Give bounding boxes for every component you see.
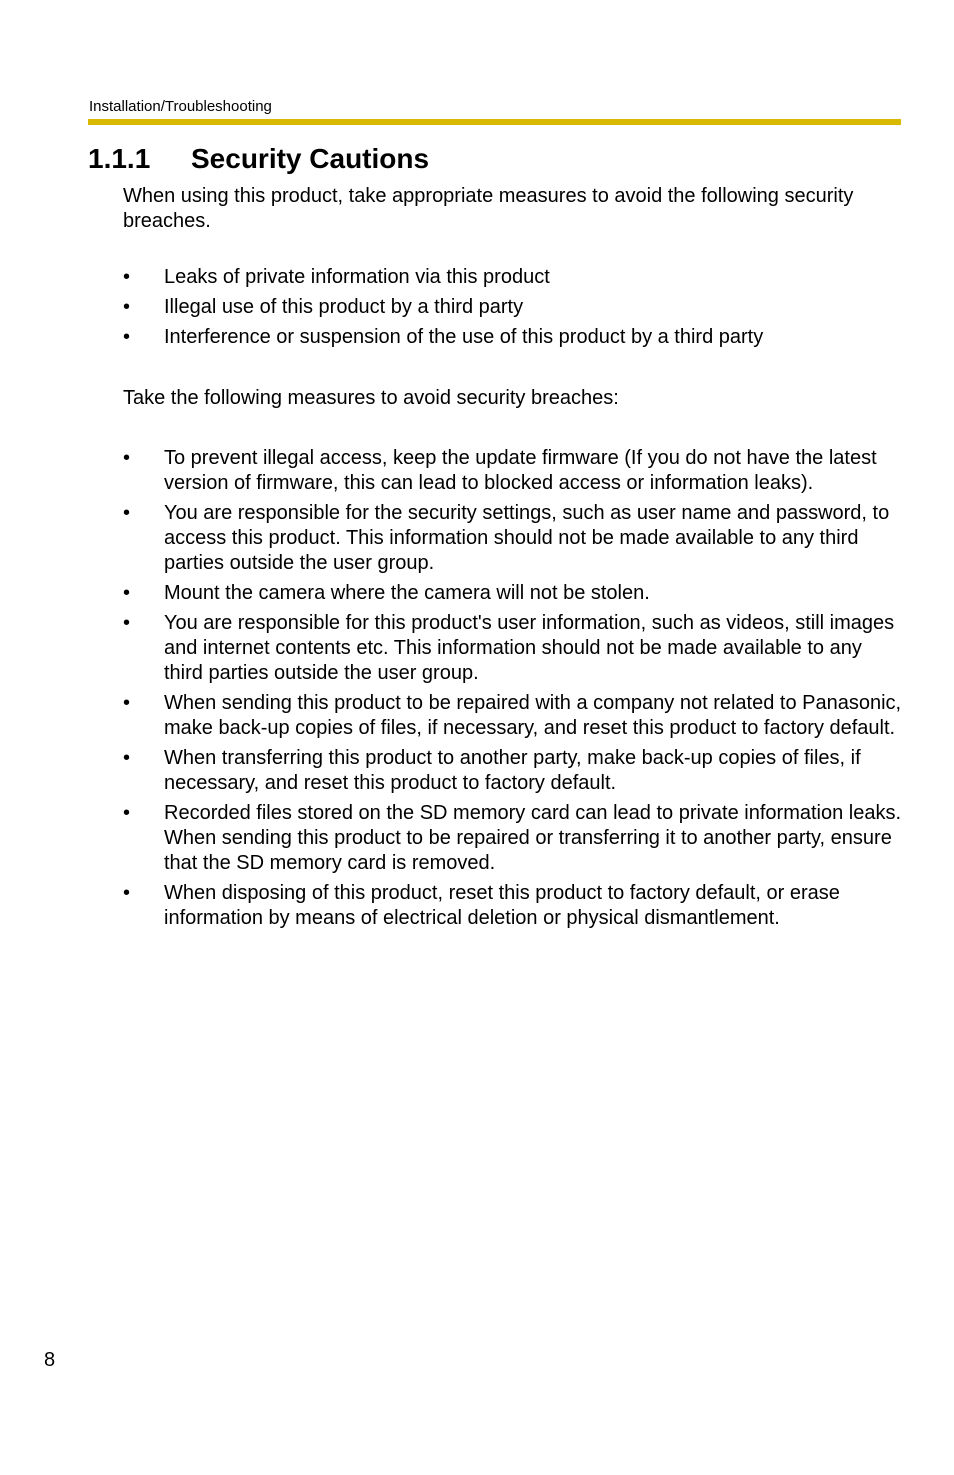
intro-paragraph: When using this product, take appropriate measures to avoid the following security breaches.	[123, 185, 854, 232]
list-item: • When transferring this product to another party, make back-up copies of files, if necessary, and reset this product to factory default.	[123, 746, 903, 796]
list-item: • To prevent illegal access, keep the update firmware (If you do not have the latest version of firmware, this can lead to blocked access or information leaks).	[123, 446, 903, 496]
page-number: 8	[44, 1349, 56, 1371]
measures-intro: Take the following measures to avoid security breaches:	[123, 387, 619, 409]
list-item: • Leaks of private information via this product	[123, 265, 903, 290]
section-title-text: Security Cautions	[191, 143, 430, 174]
section-body	[123, 184, 903, 936]
list-item: • Recorded files stored on the SD memory card can lead to private information leaks. When sending this product to be repaired or transferring it to another party, ensure that the SD memory card is removed.	[123, 801, 903, 876]
header-rule	[88, 119, 901, 125]
list-item: • Mount the camera where the camera will not be stolen.	[123, 581, 903, 606]
list-item: • You are responsible for the security settings, such as user name and password, to access this product. This information should not be made available to any third parties outside the user group.	[123, 501, 903, 576]
list-item: • You are responsible for this product's user information, such as videos, still images and internet contents etc. This information should not be made available to any third parties outside the user group.	[123, 611, 903, 686]
running-header: Installation/Troubleshooting	[89, 98, 272, 115]
section-title	[88, 142, 429, 176]
list-item: • When sending this product to be repaired with a company not related to Panasonic, make back-up copies of files, if necessary, and reset this product to factory default.	[123, 691, 903, 741]
breach-list	[123, 265, 903, 350]
list-item: • When disposing of this product, reset this product to factory default, or erase information by means of electrical deletion or physical dismantlement.	[123, 881, 903, 931]
measures-list	[123, 446, 903, 931]
list-item: • Interference or suspension of the use of this product by a third party	[123, 325, 903, 350]
section-number: 1.1.1	[88, 143, 151, 174]
list-item: • Illegal use of this product by a third party	[123, 295, 903, 320]
